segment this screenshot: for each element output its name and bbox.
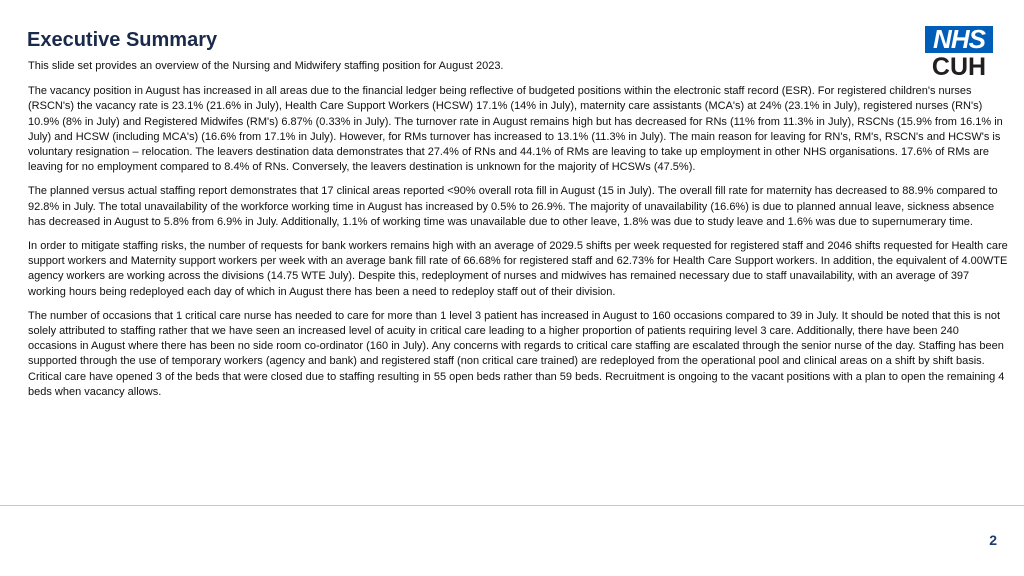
nhs-logo-text: NHS bbox=[933, 24, 985, 54]
organisation-logo-text: CUH bbox=[931, 53, 987, 81]
page-number: 2 bbox=[989, 532, 997, 548]
critical-care-paragraph: The number of occasions that 1 critical care nurse has needed to care for more than 1 level 3 patient has increased in August to 160 occasions compared to 39 in July. It should be noted that this is not solely attributed to staffing rather that we have seen an increased level of acuity in critical care leading to a higher proportion of patients requiring level 3 care. Additionally, there have been 240 occasions in August where there has been no side room co-ordinator (160 in July). Any concerns with regards to critical care staffing are escalated through the senior nurse of the day. Staffing has been supported through the use of temporary workers (agency and bank) and registered staff (non critical care trained) are redeployed from the operational pool and clinical areas on a shift by shift basis. Critical care have opened 3 of the beds that were closed due to staffing resulting in 55 open beds rather than 59 beds. Recruitment is ongoing to the vacant positions with a plan to open the remaining 4 beds when vacancy allows. bbox=[28, 309, 1005, 398]
page-title: Executive Summary bbox=[27, 29, 218, 51]
mitigation-paragraph: In order to mitigate staffing risks, the number of requests for bank workers remains high with an average of 2029.5 shifts per week requested for registered staff and 2046 shifts requested for Health care support workers and Maternity support workers per week with an average bank fill rate of 66.68% for registered staff and 62.73% for Health Care Support workers. In addition, the equivalent of 4.00WTE agency workers are working across the divisions (14.75 WTE July). Despite this, redeployment of nurses and midwives has remained necessary due to staff unavailability, with an average of 397 working hours being redeployed each day of which in August there has been a need to redeploy staff out of their division. bbox=[28, 240, 1008, 298]
vacancy-paragraph: The vacancy position in August has increased in all areas due to the financial ledger being reflective of budgeted positions within the electronic staff record (ESR). For registered children's nurses (RSCN's) the vacancy rate is 23.1% (21.6% in July), Health Care Support Workers (HCSW) 17.1% (14% in July), maternity care assistants (MCA's) at 24% (23.1% in July), registered nurses (RN's) 10.9% (8% in July) and Registered Midwifes (RM's) 6.87% (0.33% in July). The turnover rate in August remains high but has decreased for RNs (11% from 11.3% in July), RSCNs (15.9% from 16.1% in July) and HCSW (including MCA's) (16.6% from 17.1% in July). However, for RMs turnover has increased to 13.1% (11.3% in July). The main reason for leaving for RN's, RM's, RSCN's and HCSW's is voluntary resignation – relocation. The leavers destination data demonstrates that 27.4% of RNs and 44.1% of RMs are leaving to take up employment in other NHS organisations. 17.6% of RMs are leaving for no employment compared to 8.4% of RNs. Conversely, the leavers destination is unknown for the majority of HCSWs (47.5%). bbox=[28, 85, 1003, 174]
footer-divider bbox=[0, 505, 1024, 506]
staffing-report-paragraph: The planned versus actual staffing report demonstrates that 17 clinical areas reported <90% overall rota fill in August (15 in July). The overall fill rate for maternity has decreased to 88.9% compared to 92.8% in July. The total unavailability of the workforce working time in August has increased by 0.5% to 26.9%. The majority of unavailability (16.6%) is due to planned annual leave, sickness absence has decreased in August to 5.8% from 6.9% in July. Additionally, 1.1% of working time was unavailable due to other leave, 1.8% was due to study leave and 1.6% was due to supernumerary time. bbox=[28, 185, 998, 228]
summary-body bbox=[28, 59, 1008, 409]
nhs-logo-box bbox=[925, 26, 993, 53]
intro-paragraph: This slide set provides an overview of the Nursing and Midwifery staffing position for August 2023. bbox=[28, 60, 504, 72]
